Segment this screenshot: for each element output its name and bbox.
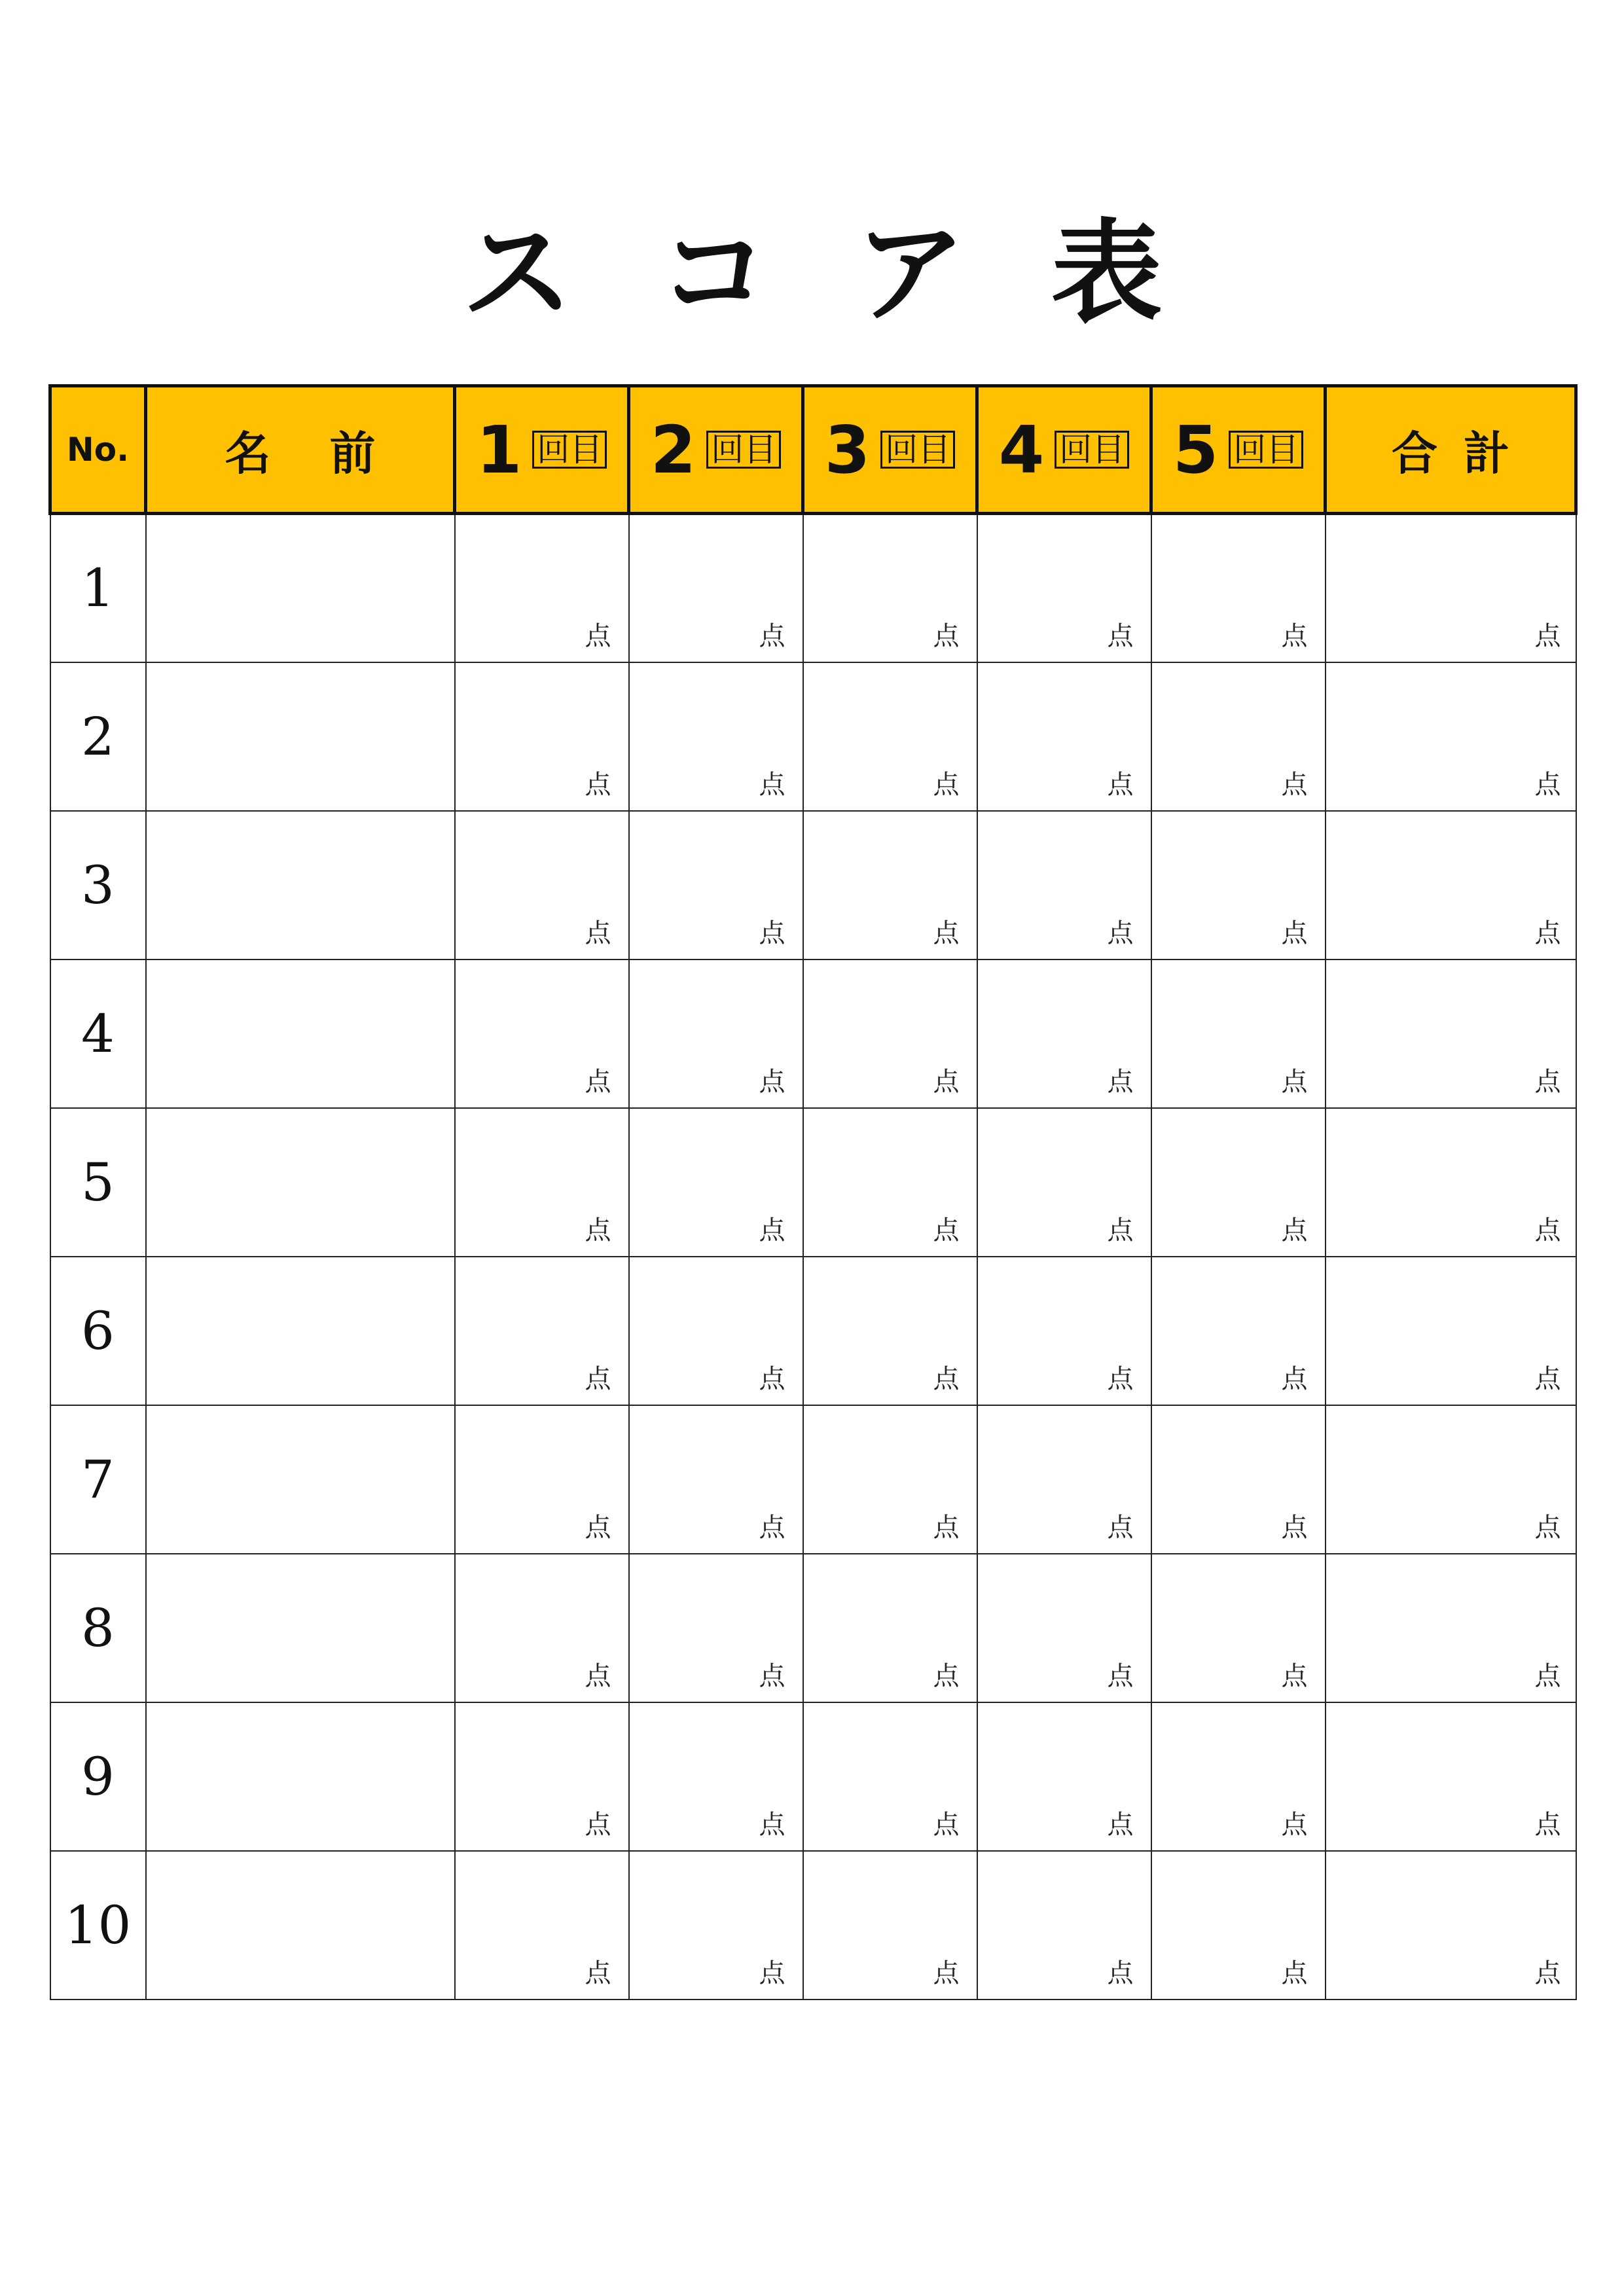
unit-label: 点: [933, 1215, 960, 1246]
unit-label: 点: [933, 1958, 960, 1988]
unit-label: 点: [585, 1215, 611, 1246]
score-field-round-2[interactable]: [629, 1405, 803, 1554]
round-suffix: 回目: [532, 431, 607, 469]
unit-label: 点: [759, 620, 785, 651]
table-row: [50, 1108, 1576, 1257]
unit-label: 点: [1107, 1809, 1134, 1840]
score-field-round-5[interactable]: [1151, 1702, 1326, 1851]
unit-label: 点: [1107, 620, 1134, 651]
name-field[interactable]: [146, 1257, 455, 1405]
total-field[interactable]: [1326, 662, 1576, 811]
row-number: 2: [50, 662, 146, 811]
score-field-round-3[interactable]: [803, 1257, 977, 1405]
score-field-round-5[interactable]: [1151, 514, 1326, 662]
row-number: 9: [50, 1702, 146, 1851]
row-number: 1: [50, 514, 146, 662]
unit-label: 点: [585, 918, 611, 948]
score-field-round-2[interactable]: [629, 1851, 803, 2000]
header-round-1: [455, 386, 629, 514]
score-field-round-1[interactable]: [455, 1405, 629, 1554]
unit-label: 点: [933, 1066, 960, 1097]
unit-label: 点: [1107, 1958, 1134, 1988]
score-field-round-3[interactable]: [803, 1851, 977, 2000]
unit-label: 点: [759, 769, 785, 800]
score-field-round-3[interactable]: [803, 1554, 977, 1702]
round-suffix: 回目: [1229, 431, 1303, 469]
score-field-round-1[interactable]: [455, 1851, 629, 2000]
score-field-round-2[interactable]: [629, 1108, 803, 1257]
row-number: 8: [50, 1554, 146, 1702]
score-table: [48, 384, 1578, 2000]
unit-label: 点: [585, 1363, 611, 1394]
unit-label: 点: [759, 918, 785, 948]
table-row: [50, 960, 1576, 1108]
unit-label: 点: [1107, 1660, 1134, 1691]
unit-label: 点: [1281, 1363, 1308, 1394]
unit-label: 点: [1107, 918, 1134, 948]
unit-label: 点: [1534, 1809, 1561, 1840]
score-field-round-2[interactable]: [629, 811, 803, 960]
score-field-round-2[interactable]: [629, 1554, 803, 1702]
unit-label: 点: [1281, 1660, 1308, 1691]
name-field[interactable]: [146, 1405, 455, 1554]
unit-label: 点: [933, 620, 960, 651]
unit-label: 点: [1281, 1066, 1308, 1097]
total-field[interactable]: [1326, 1554, 1576, 1702]
table-row: [50, 1405, 1576, 1554]
name-field[interactable]: [146, 514, 455, 662]
unit-label: 点: [585, 620, 611, 651]
unit-label: 点: [1534, 1215, 1561, 1246]
unit-label: 点: [1107, 769, 1134, 800]
score-field-round-1[interactable]: [455, 1554, 629, 1702]
name-field[interactable]: [146, 811, 455, 960]
unit-label: 点: [585, 1660, 611, 1691]
score-field-round-5[interactable]: [1151, 1405, 1326, 1554]
total-field[interactable]: [1326, 960, 1576, 1108]
unit-label: 点: [1281, 769, 1308, 800]
unit-label: 点: [933, 1660, 960, 1691]
score-field-round-5[interactable]: [1151, 1108, 1326, 1257]
unit-label: 点: [585, 1809, 611, 1840]
unit-label: 点: [1534, 1363, 1561, 1394]
unit-label: 点: [1107, 1066, 1134, 1097]
score-field-round-1[interactable]: [455, 1108, 629, 1257]
header-round-5: [1151, 386, 1326, 514]
score-field-round-4[interactable]: [977, 1702, 1151, 1851]
score-field-round-4[interactable]: [977, 514, 1151, 662]
round-number: 3: [824, 411, 871, 488]
score-field-round-1[interactable]: [455, 662, 629, 811]
row-number: 3: [50, 811, 146, 960]
score-field-round-2[interactable]: [629, 662, 803, 811]
unit-label: 点: [933, 769, 960, 800]
total-field[interactable]: [1326, 1851, 1576, 2000]
unit-label: 点: [1281, 1512, 1308, 1543]
score-field-round-1[interactable]: [455, 960, 629, 1108]
score-field-round-3[interactable]: [803, 811, 977, 960]
name-field[interactable]: [146, 960, 455, 1108]
round-suffix: 回目: [880, 431, 955, 469]
total-field[interactable]: [1326, 1405, 1576, 1554]
unit-label: 点: [759, 1215, 785, 1246]
unit-label: 点: [1107, 1215, 1134, 1246]
score-field-round-4[interactable]: [977, 1405, 1151, 1554]
score-field-round-3[interactable]: [803, 1405, 977, 1554]
unit-label: 点: [1534, 918, 1561, 948]
unit-label: 点: [933, 1363, 960, 1394]
score-field-round-5[interactable]: [1151, 662, 1326, 811]
row-number: 10: [50, 1851, 146, 2000]
header-row: [50, 386, 1576, 514]
header-name: 名前: [146, 386, 455, 514]
score-field-round-1[interactable]: [455, 1702, 629, 1851]
score-field-round-3[interactable]: [803, 662, 977, 811]
table-row: [50, 514, 1576, 662]
score-field-round-1[interactable]: [455, 1257, 629, 1405]
unit-label: 点: [759, 1363, 785, 1394]
table-row: [50, 1257, 1576, 1405]
unit-label: 点: [1534, 1660, 1561, 1691]
row-number: 4: [50, 960, 146, 1108]
unit-label: 点: [1281, 1215, 1308, 1246]
score-field-round-3[interactable]: [803, 514, 977, 662]
row-number: 7: [50, 1405, 146, 1554]
name-field[interactable]: [146, 662, 455, 811]
round-number: 5: [1172, 411, 1219, 488]
unit-label: 点: [759, 1512, 785, 1543]
unit-label: 点: [759, 1809, 785, 1840]
score-field-round-2[interactable]: [629, 960, 803, 1108]
total-field[interactable]: [1326, 1702, 1576, 1851]
round-number: 4: [998, 411, 1045, 488]
score-field-round-2[interactable]: [629, 1257, 803, 1405]
unit-label: 点: [1534, 1066, 1561, 1097]
unit-label: 点: [1534, 1512, 1561, 1543]
score-field-round-4[interactable]: [977, 960, 1151, 1108]
round-number: 1: [476, 411, 522, 488]
row-number: 5: [50, 1108, 146, 1257]
unit-label: 点: [585, 1066, 611, 1097]
unit-label: 点: [1534, 769, 1561, 800]
score-field-round-4[interactable]: [977, 1257, 1151, 1405]
round-suffix: 回目: [706, 431, 781, 469]
score-field-round-4[interactable]: [977, 1554, 1151, 1702]
unit-label: 点: [1107, 1512, 1134, 1543]
table-row: [50, 1554, 1576, 1702]
total-field[interactable]: [1326, 514, 1576, 662]
score-field-round-3[interactable]: [803, 1702, 977, 1851]
page-title: スコア表: [461, 209, 1248, 338]
score-field-round-5[interactable]: [1151, 1851, 1326, 2000]
unit-label: 点: [1534, 620, 1561, 651]
total-field[interactable]: [1326, 1257, 1576, 1405]
unit-label: 点: [1534, 1958, 1561, 1988]
unit-label: 点: [1281, 1809, 1308, 1840]
total-field[interactable]: [1326, 811, 1576, 960]
header-round-2: [629, 386, 803, 514]
score-field-round-5[interactable]: [1151, 1257, 1326, 1405]
score-field-round-4[interactable]: [977, 811, 1151, 960]
unit-label: 点: [933, 1512, 960, 1543]
score-field-round-5[interactable]: [1151, 811, 1326, 960]
unit-label: 点: [585, 769, 611, 800]
score-field-round-1[interactable]: [455, 514, 629, 662]
score-field-round-5[interactable]: [1151, 1554, 1326, 1702]
unit-label: 点: [1107, 1363, 1134, 1394]
header-no: No.: [50, 386, 146, 514]
score-field-round-1[interactable]: [455, 811, 629, 960]
score-field-round-4[interactable]: [977, 1851, 1151, 2000]
unit-label: 点: [933, 1809, 960, 1840]
header-round-3: [803, 386, 977, 514]
table-row: [50, 1851, 1576, 2000]
name-field[interactable]: [146, 1851, 455, 2000]
round-suffix: 回目: [1055, 431, 1129, 469]
score-field-round-3[interactable]: [803, 1108, 977, 1257]
score-field-round-4[interactable]: [977, 662, 1151, 811]
unit-label: 点: [933, 918, 960, 948]
score-field-round-4[interactable]: [977, 1108, 1151, 1257]
header-round-4: [977, 386, 1151, 514]
score-field-round-2[interactable]: [629, 514, 803, 662]
header-total: 合計: [1326, 386, 1576, 514]
unit-label: 点: [759, 1958, 785, 1988]
unit-label: 点: [1281, 620, 1308, 651]
score-field-round-3[interactable]: [803, 960, 977, 1108]
unit-label: 点: [585, 1512, 611, 1543]
score-field-round-5[interactable]: [1151, 960, 1326, 1108]
name-field[interactable]: [146, 1702, 455, 1851]
row-number: 6: [50, 1257, 146, 1405]
round-number: 2: [650, 411, 696, 488]
unit-label: 点: [759, 1066, 785, 1097]
unit-label: 点: [1281, 1958, 1308, 1988]
name-field[interactable]: [146, 1108, 455, 1257]
table-row: [50, 1702, 1576, 1851]
total-field[interactable]: [1326, 1108, 1576, 1257]
unit-label: 点: [1281, 918, 1308, 948]
unit-label: 点: [585, 1958, 611, 1988]
score-field-round-2[interactable]: [629, 1702, 803, 1851]
table-row: [50, 662, 1576, 811]
name-field[interactable]: [146, 1554, 455, 1702]
table-row: [50, 811, 1576, 960]
unit-label: 点: [759, 1660, 785, 1691]
